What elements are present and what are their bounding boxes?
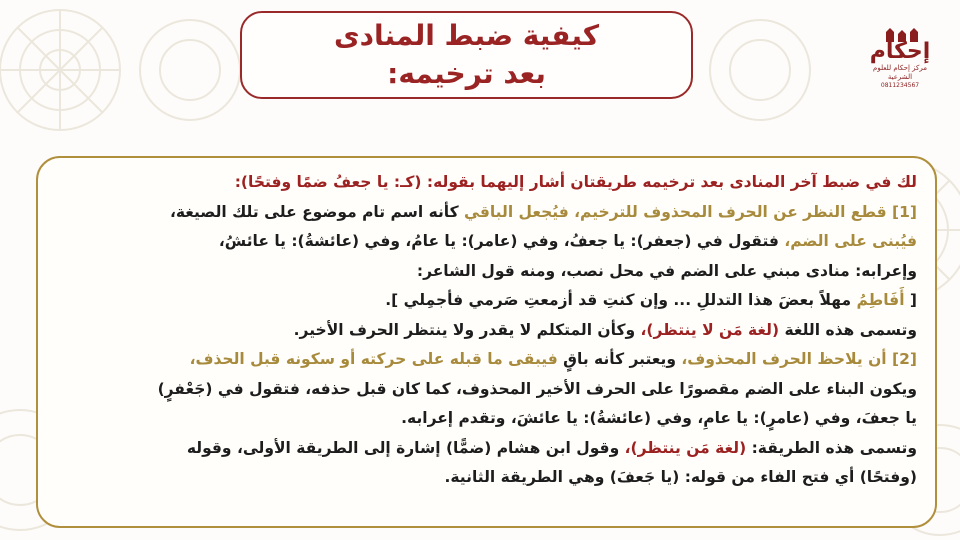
content-frame <box>36 156 937 528</box>
method-1-ruling: فيُبنى على الضم، <box>784 232 917 250</box>
method-1-examples: فتقول في (جعفر): يا جعفُ، وفي (عامر): يا عامُ، وفي (عائشةُ): يا عائشُ، <box>218 232 785 250</box>
content-line-7 <box>52 345 917 375</box>
content-line-9 <box>52 404 917 434</box>
closing-text: (وفتحًا) أي فتح الفاء من قوله: (يا جَعفَ) وهي الطريقة الثانية. <box>444 468 917 486</box>
content-line-8 <box>52 375 917 405</box>
lang-2-prefix: وتسمى هذه الطريقة: <box>746 438 917 457</box>
verse-highlight-word: أَفَاطِمُ <box>856 291 905 309</box>
logo-phone: 0811234567 <box>880 82 920 89</box>
lang-1-text: وكأن المتكلم لا يقدر ولا ينتظر الحرف الأخير. <box>293 320 641 339</box>
method-2-explanation: ويكون البناء على الضم مقصورًا على الحرف الأخير المحذوف، كما كان قبل حذفه، فتقول في (جَعْفرٍ) <box>157 379 917 398</box>
verse-open-bracket: [ <box>904 291 917 309</box>
method-1-heading: [1] قطع النظر عن الحرف المحذوف للترخيم، فيُجعل الباقي <box>464 202 917 221</box>
method-2-heading: [2] أن يلاحظ الحرف المحذوف، <box>681 350 917 368</box>
content-line-1 <box>52 168 917 198</box>
content-line-2 <box>52 198 917 228</box>
logo <box>860 26 940 96</box>
title-frame <box>240 11 693 99</box>
page-subtitle: بعد ترخيمه: <box>387 57 546 90</box>
intro-text: لك في ضبط آخر المنادى بعد ترخيمه طريقتان أشار إليهما بقوله: (كـ: يا جعفُ ضمًا وفتحًا): <box>234 173 917 191</box>
verse-text: مهلاً بعضَ هذا التدللِ ... وإن كنتِ قد أزمعتِ صَرمي فأجمِلي ]. <box>385 291 857 309</box>
logo-subtitle: مركز إحكام للعلوم الشرعية <box>873 64 927 81</box>
method-2-examples: يا جعفَ، وفي (عامرٍ): يا عامِ، وفي (عائشةُ): يا عائشَ، وتقدم إعرابه. <box>401 409 917 427</box>
content-line-6 <box>52 316 917 346</box>
content-line-5 <box>52 286 917 316</box>
lang-1-name: (لغة مَن لا ينتظر)، <box>640 320 780 339</box>
content-line-10 <box>52 434 917 464</box>
logo-word: إحكام <box>869 39 931 64</box>
content-line-3 <box>52 227 917 257</box>
method-2-ruling: فيبقى ما قبله على حركته أو سكونه قبل الحذف، <box>189 350 558 368</box>
method-1-text: كأنه اسم تام موضوع على تلك الصيغة، <box>169 202 465 221</box>
content-line-4 <box>52 257 917 287</box>
lang-2-text: وقول ابن هشام (ضمًّا) إشارة إلى الطريقة الأولى، وقوله <box>186 438 625 457</box>
method-2-text: ويعتبر كأنه باقٍ <box>557 350 682 368</box>
page-title: كيفية ضبط المنادى <box>333 19 600 52</box>
method-1-irab: وإعرابه: منادى مبني على الضم في محل نصب، ومنه قول الشاعر: <box>416 261 917 280</box>
lang-1-prefix: وتسمى هذه اللغة <box>779 320 917 339</box>
lang-2-name: (لغة مَن ينتظر)، <box>624 438 747 457</box>
content-line-11 <box>52 463 917 493</box>
